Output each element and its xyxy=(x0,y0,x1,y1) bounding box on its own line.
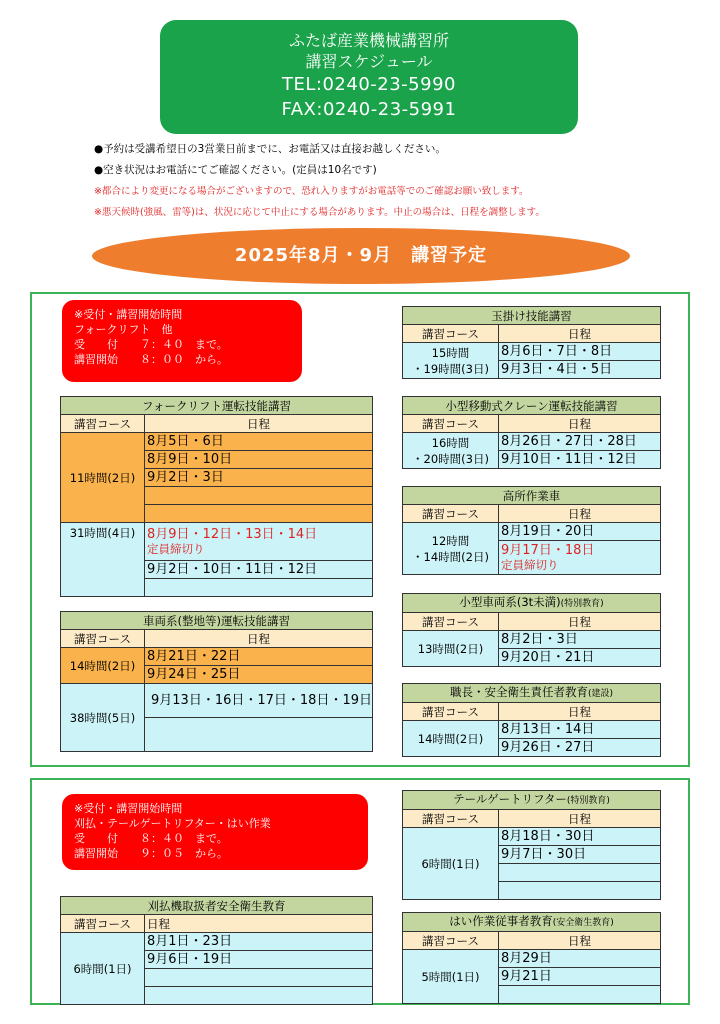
date-cell: 8月21日・22日 xyxy=(145,648,373,666)
date-cell: 8月2日・3日 xyxy=(499,631,661,649)
time-notice-brush: ※受付・講習開始時間 刈払・テールゲートリフター・はい作業 受 付 ８：４０ まで。 講習開始 ９：０５ から。 xyxy=(62,794,368,870)
full-label: 定員締切り xyxy=(147,541,205,556)
date-cell-full xyxy=(499,541,661,575)
date-cell: 9月10日・11日・12日 xyxy=(499,451,661,469)
safety-table xyxy=(402,683,661,757)
col-course: 講習コース xyxy=(403,325,499,343)
col-schedule: 日程 xyxy=(145,415,373,433)
crane-table xyxy=(402,396,661,469)
header-box xyxy=(160,20,578,134)
date-cell-empty xyxy=(145,969,373,987)
date-cell: 9月20日・21日 xyxy=(499,649,661,667)
table-title xyxy=(403,913,661,932)
course-cell: 11時間(2日) xyxy=(61,433,145,523)
aerial-table xyxy=(402,486,661,575)
small-vehicle-table xyxy=(402,593,661,667)
course-cell xyxy=(403,433,499,469)
col-schedule: 日程 xyxy=(499,415,661,433)
title-text: テールゲートリフター xyxy=(453,792,567,806)
title-text: はい作業従事者教育 xyxy=(449,914,553,928)
col-schedule: 日程 xyxy=(499,810,661,828)
course-line2: ・14時間(2日) xyxy=(412,549,489,564)
col-course: 講習コース xyxy=(403,703,499,721)
course-cell: 13時間(2日) xyxy=(403,631,499,667)
col-schedule: 日程 xyxy=(145,915,373,933)
date-text: 9月17日・18日 xyxy=(501,542,595,558)
title-tag: (建設) xyxy=(587,689,614,699)
course-cell: 6時間(1日) xyxy=(403,828,499,900)
date-cell-empty xyxy=(145,505,373,523)
date-cell: 8月6日・7日・8日 xyxy=(499,343,661,361)
fax-number: FAX:0240-23-5991 xyxy=(281,99,457,120)
col-course: 講習コース xyxy=(61,915,145,933)
date-cell-empty xyxy=(145,579,373,597)
course-line1: 16時間 xyxy=(431,435,470,450)
note-change: ※都合により変更になる場合がございますので、恐れ入りますがお電話等でのご確認お願い致します。 xyxy=(94,186,529,197)
col-course: 講習コース xyxy=(403,810,499,828)
title-text: 職長・安全衛生責任者教育 xyxy=(449,685,588,699)
table-title: 小型移動式クレーン運転技能講習 xyxy=(403,397,661,415)
schedule-title: 講習スケジュール xyxy=(305,52,433,71)
date-cell-full xyxy=(145,523,373,561)
note-reservation: ●予約は受講希望日の3営業日前までに、お電話又は直接お越しください。 xyxy=(94,143,446,155)
course-cell: 6時間(1日) xyxy=(61,933,145,1005)
note-availability: ●空き状況はお電話にてご確認ください。(定員は10名です) xyxy=(94,164,377,176)
vehicle-table xyxy=(60,611,373,752)
course-cell xyxy=(403,523,499,575)
hai-table xyxy=(402,912,661,1004)
date-cell: 9月26日・27日 xyxy=(499,739,661,757)
date-cell: 9月24日・25日 xyxy=(145,666,373,684)
date-cell-empty xyxy=(499,882,661,900)
course-cell: 5時間(1日) xyxy=(403,950,499,1004)
date-cell-empty xyxy=(145,487,373,505)
col-schedule: 日程 xyxy=(499,932,661,950)
table-title: 高所作業車 xyxy=(403,487,661,505)
col-schedule: 日程 xyxy=(499,613,661,631)
notes xyxy=(94,139,654,223)
forklift-table xyxy=(60,396,373,597)
date-cell: 8月26日・27日・28日 xyxy=(499,433,661,451)
date-cell-empty xyxy=(145,718,373,752)
tel-number: TEL:0240-23-5990 xyxy=(282,74,456,95)
course-cell: 31時間(4日) xyxy=(61,523,145,597)
course-cell xyxy=(403,343,499,379)
col-course: 講習コース xyxy=(403,415,499,433)
course-cell: 14時間(2日) xyxy=(61,648,145,684)
col-schedule: 日程 xyxy=(499,703,661,721)
course-line2: ・20時間(3日) xyxy=(412,451,489,466)
table-title xyxy=(403,791,661,810)
course-line1: 12時間 xyxy=(431,533,470,548)
date-cell: 9月2日・10日・11日・12日 xyxy=(145,561,373,579)
tailgate-table xyxy=(402,790,661,900)
col-course: 講習コース xyxy=(403,613,499,631)
col-schedule: 日程 xyxy=(145,630,373,648)
date-cell: 8月13日・14日 xyxy=(499,721,661,739)
col-course: 講習コース xyxy=(403,505,499,523)
title-tag: (特別教育) xyxy=(560,599,604,609)
date-cell: 9月3日・4日・5日 xyxy=(499,361,661,379)
date-cell: 9月2日・3日 xyxy=(145,469,373,487)
school-name: ふたば産業機械講習所 xyxy=(288,31,449,50)
date-cell: 9月13日・16日・17日・18日・19日 xyxy=(145,684,373,718)
note-weather: ※悪天候時(強風、雷等)は、状況に応じて中止にする場合があります。中止の場合は、日程を調整します。 xyxy=(94,207,545,218)
course-cell: 14時間(2日) xyxy=(403,721,499,757)
full-label: 定員締切り xyxy=(501,557,559,572)
course-cell: 38時間(5日) xyxy=(61,684,145,752)
col-course: 講習コース xyxy=(403,932,499,950)
tamakake-table xyxy=(402,306,661,379)
date-cell-empty xyxy=(145,987,373,1005)
col-schedule: 日程 xyxy=(499,325,661,343)
date-cell: 9月21日 xyxy=(499,968,661,986)
course-line2: ・19時間(3日) xyxy=(412,361,489,376)
date-cell: 8月1日・23日 xyxy=(145,933,373,951)
date-cell: 8月29日 xyxy=(499,950,661,968)
table-title xyxy=(403,684,661,703)
date-cell: 8月19日・20日 xyxy=(499,523,661,541)
table-title xyxy=(403,594,661,613)
table-title: フォークリフト運転技能講習 xyxy=(61,397,373,415)
schedule-banner: 2025年8月・9月 講習予定 xyxy=(92,228,630,284)
date-cell: 8月9日・10日 xyxy=(145,451,373,469)
table-title: 玉掛け技能講習 xyxy=(403,307,661,325)
col-course: 講習コース xyxy=(61,630,145,648)
course-line1: 15時間 xyxy=(431,345,470,360)
title-text: 小型車両系(3t未満) xyxy=(459,595,561,609)
date-cell: 9月7日・30日 xyxy=(499,846,661,864)
table-title: 刈払機取扱者安全衛生教育 xyxy=(61,897,373,915)
time-notice-forklift: ※受付・講習開始時間 フォークリフト 他 受 付 ７：４０ まで。 講習開始 ８：００ から。 xyxy=(62,300,302,382)
table-title: 車両系(整地等)運転技能講習 xyxy=(61,612,373,630)
title-tag: (安全衛生教育) xyxy=(552,918,614,928)
col-schedule: 日程 xyxy=(499,505,661,523)
brush-table xyxy=(60,896,373,1005)
date-cell: 8月5日・6日 xyxy=(145,433,373,451)
date-text: 8月9日・12日・13日・14日 xyxy=(147,526,318,542)
date-cell: 8月18日・30日 xyxy=(499,828,661,846)
date-cell-empty xyxy=(499,986,661,1004)
date-cell: 9月6日・19日 xyxy=(145,951,373,969)
date-cell-empty xyxy=(499,864,661,882)
title-tag: (特別教育) xyxy=(566,796,610,806)
col-course: 講習コース xyxy=(61,415,145,433)
